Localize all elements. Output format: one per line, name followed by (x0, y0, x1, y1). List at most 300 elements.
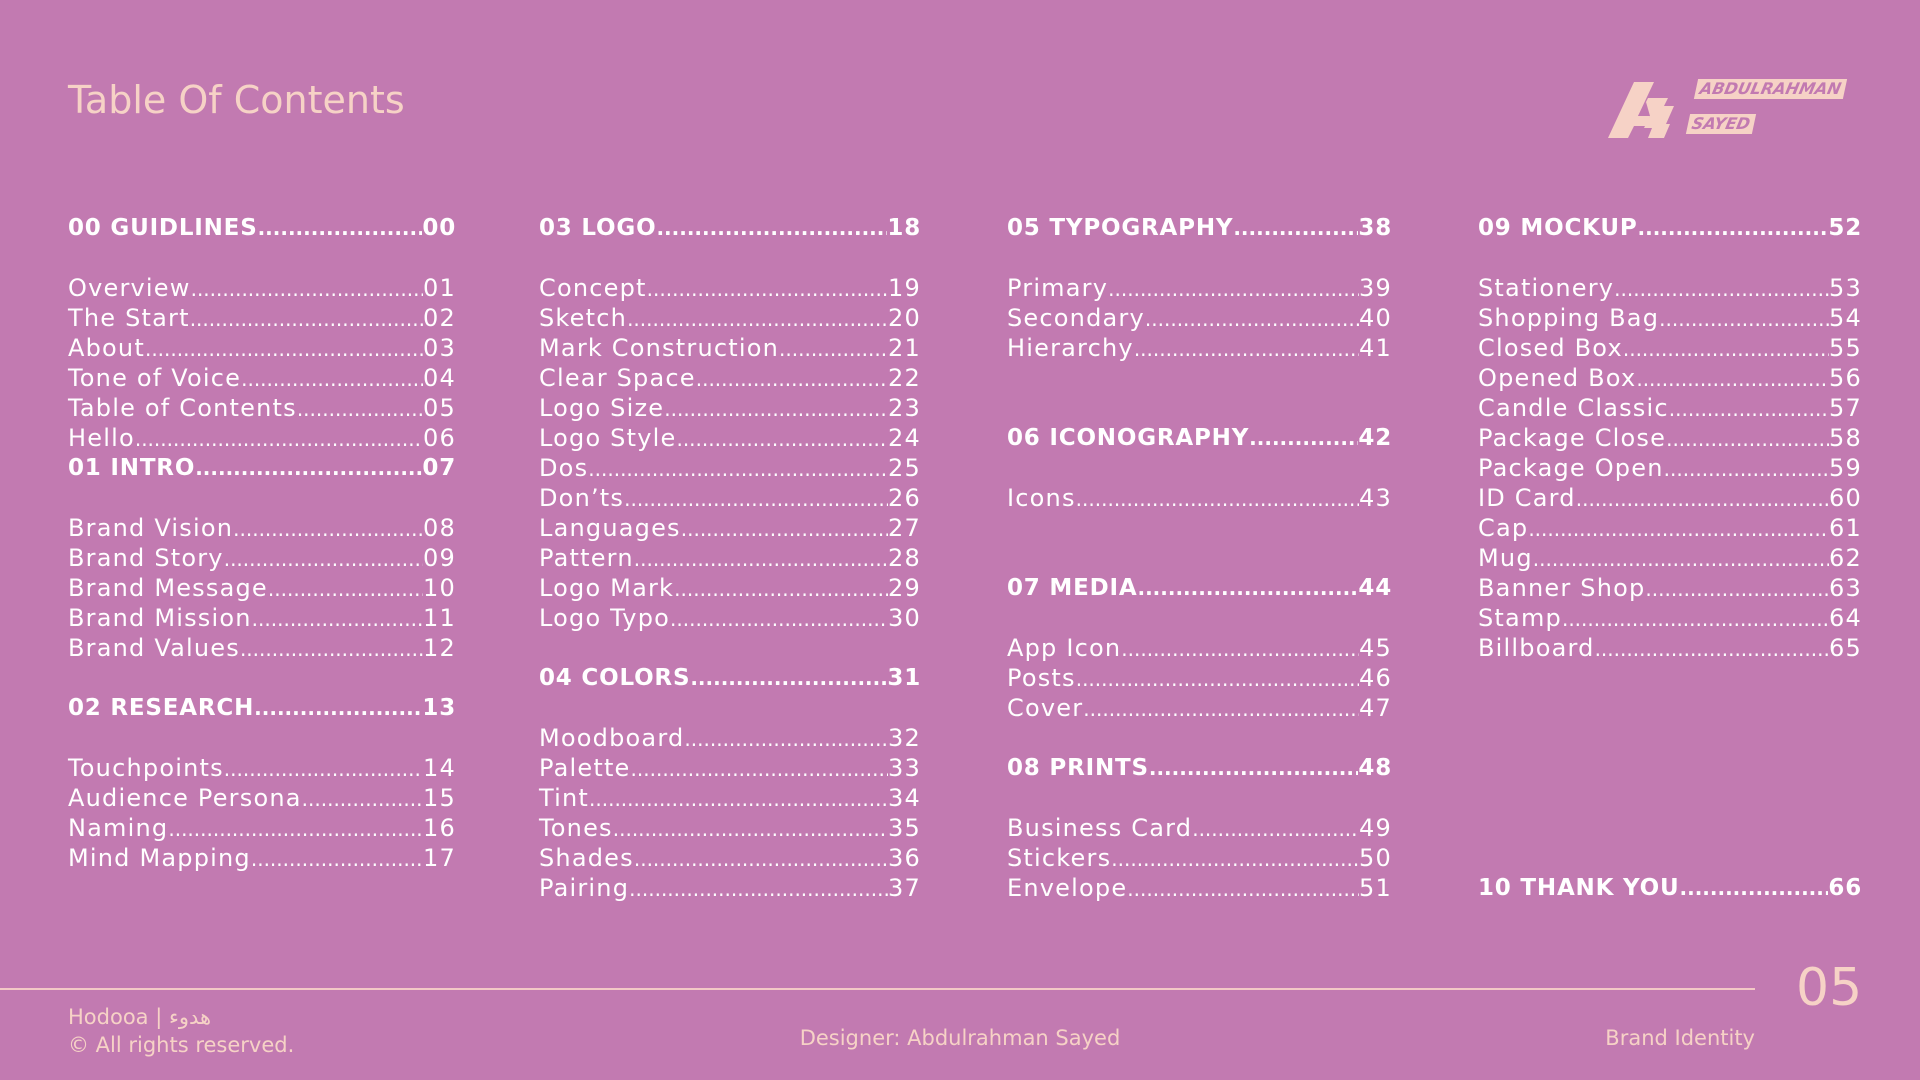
toc-page-number: 47 (1359, 694, 1392, 722)
toc-spacer (1478, 723, 1862, 753)
toc-entry-label: Package Open (1478, 454, 1664, 482)
toc-dot-leader (1664, 453, 1829, 484)
toc-entry-label: 01 INTRO (68, 455, 196, 481)
toc-page-number: 16 (423, 814, 456, 842)
toc-page-number: 37 (888, 874, 921, 902)
toc-dot-leader (190, 303, 423, 334)
toc-entry-label: Mind Mapping (68, 844, 251, 872)
toc-dot-leader (1533, 543, 1829, 574)
toc-entry-label: Envelope (1007, 874, 1128, 902)
toc-dot-leader (629, 873, 888, 904)
toc-dot-leader (224, 543, 423, 574)
toc-column-4 (1478, 213, 1862, 903)
toc-entry-label: Naming (68, 814, 169, 842)
project-name: Hodooa | هدوء (68, 1005, 212, 1029)
toc-entry-label: The Start (68, 304, 190, 332)
toc-page-number: 04 (423, 364, 456, 392)
toc-entry[interactable] (1478, 453, 1862, 483)
toc-entry[interactable] (539, 273, 921, 303)
toc-dot-leader (302, 783, 423, 814)
toc-page-number: 63 (1829, 574, 1862, 602)
toc-entry[interactable] (1478, 273, 1862, 303)
toc-entry[interactable] (1007, 333, 1392, 363)
toc-entry-label: Concept (539, 274, 647, 302)
toc-spacer (68, 723, 456, 753)
toc-spacer (539, 243, 921, 273)
toc-dot-leader (1669, 393, 1829, 424)
toc-entry-label: Icons (1007, 484, 1076, 512)
designer-credit: Designer: Abdulrahman Sayed (799, 1026, 1121, 1050)
toc-dot-leader (624, 483, 888, 514)
toc-column-1 (68, 213, 456, 873)
toc-dot-leader (258, 213, 423, 243)
toc-entry-label: Overview (68, 274, 191, 302)
toc-entry-label: Dos (539, 454, 589, 482)
toc-dot-leader (240, 633, 423, 664)
toc-entry-label: 06 ICONOGRAPHY (1007, 425, 1250, 451)
toc-entry-label: 10 THANK YOU (1478, 875, 1680, 901)
toc-page-number: 65 (1829, 634, 1862, 662)
toc-dot-leader (1134, 333, 1359, 364)
toc-page-number: 45 (1359, 634, 1392, 662)
toc-entry[interactable] (539, 813, 921, 843)
toc-entry-label: Logo Style (539, 424, 677, 452)
toc-entry-label: Banner Shop (1478, 574, 1646, 602)
toc-page-number: 54 (1829, 304, 1862, 332)
toc-entry[interactable] (539, 753, 921, 783)
toc-entry[interactable] (539, 543, 921, 573)
document-category: Brand Identity (1605, 1026, 1755, 1050)
toc-page-number: 15 (423, 784, 456, 812)
toc-dot-leader (634, 843, 888, 874)
toc-spacer (1478, 693, 1862, 723)
toc-entry[interactable] (68, 393, 456, 423)
toc-page-number: 43 (1359, 484, 1392, 512)
toc-dot-leader (779, 333, 888, 364)
toc-section-heading[interactable] (539, 663, 921, 693)
toc-column-3 (1007, 213, 1392, 903)
toc-entry[interactable] (68, 423, 456, 453)
toc-section-heading[interactable] (539, 213, 921, 243)
toc-page-number: 59 (1829, 454, 1862, 482)
toc-spacer (1478, 753, 1862, 783)
toc-entry[interactable] (539, 423, 921, 453)
toc-page-number: 66 (1828, 875, 1862, 901)
toc-entry[interactable] (539, 513, 921, 543)
toc-spacer (1007, 723, 1392, 753)
toc-entry-label: 09 MOCKUP (1478, 215, 1638, 241)
toc-entry-label: Stamp (1478, 604, 1562, 632)
toc-dot-leader (684, 723, 888, 754)
toc-entry-label: Audience Persona (68, 784, 302, 812)
toc-spacer (1478, 663, 1862, 693)
toc-page-number: 13 (422, 695, 456, 721)
toc-dot-leader (1145, 303, 1359, 334)
toc-dot-leader (268, 573, 423, 604)
toc-entry-label: Mug (1478, 544, 1533, 572)
toc-dot-leader (191, 273, 423, 304)
toc-dot-leader (676, 423, 888, 454)
toc-section-heading[interactable] (68, 693, 456, 723)
toc-dot-leader (634, 543, 888, 574)
toc-spacer (68, 663, 456, 693)
toc-spacer (539, 693, 921, 723)
toc-entry[interactable] (1478, 303, 1862, 333)
toc-page-number: 52 (1828, 215, 1862, 241)
toc-page-number: 46 (1359, 664, 1392, 692)
toc-page-number: 62 (1829, 544, 1862, 572)
toc-section-heading[interactable] (1007, 753, 1392, 783)
toc-page-number: 06 (423, 424, 456, 452)
toc-page-number: 53 (1829, 274, 1862, 302)
toc-spacer (1007, 513, 1392, 543)
toc-entry-label: Hello (68, 424, 135, 452)
toc-dot-leader (1614, 273, 1829, 304)
toc-entry[interactable] (1478, 393, 1862, 423)
toc-section-heading[interactable] (1007, 213, 1392, 243)
toc-entry-label: Hierarchy (1007, 334, 1134, 362)
toc-dot-leader (681, 513, 888, 544)
toc-entry[interactable] (1007, 303, 1392, 333)
toc-dot-leader (690, 663, 887, 693)
toc-spacer (1007, 783, 1392, 813)
toc-entry[interactable] (1478, 333, 1862, 363)
toc-dot-leader (1233, 213, 1358, 243)
toc-entry-label: 03 LOGO (539, 215, 657, 241)
toc-entry-label: Opened Box (1478, 364, 1637, 392)
toc-entry[interactable] (1478, 483, 1862, 513)
toc-entry-label: Cover (1007, 694, 1084, 722)
toc-entry-label: Business Card (1007, 814, 1193, 842)
toc-spacer (1478, 843, 1862, 873)
toc-dot-leader (145, 333, 423, 364)
toc-page-number: 11 (423, 604, 456, 632)
toc-page-number: 00 (422, 215, 456, 241)
toc-dot-leader (297, 393, 423, 424)
toc-entry[interactable] (1478, 513, 1862, 543)
toc-entry-label: 00 GUIDLINES (68, 215, 258, 241)
toc-entry[interactable] (68, 843, 456, 873)
toc-dot-leader (589, 783, 888, 814)
toc-entry-label: Brand Mission (68, 604, 252, 632)
toc-page-number: 42 (1358, 425, 1392, 451)
toc-dot-leader (1562, 603, 1829, 634)
toc-entry-label: Stickers (1007, 844, 1112, 872)
toc-entry-label: Billboard (1478, 634, 1595, 662)
toc-entry-label: App Icon (1007, 634, 1122, 662)
toc-section-heading[interactable] (1007, 423, 1392, 453)
toc-page-number: 57 (1829, 394, 1862, 422)
toc-entry-label: About (68, 334, 145, 362)
toc-page-number: 32 (888, 724, 921, 752)
toc-entry[interactable] (1478, 603, 1862, 633)
toc-page-number: 09 (423, 544, 456, 572)
toc-entry[interactable] (1007, 483, 1392, 513)
toc-dot-leader (1659, 303, 1829, 334)
toc-entry-label: Shades (539, 844, 634, 872)
toc-dot-leader (1666, 423, 1829, 454)
toc-page-number: 60 (1829, 484, 1862, 512)
toc-page-number: 14 (423, 754, 456, 782)
toc-entry[interactable] (539, 453, 921, 483)
toc-entry[interactable] (1007, 633, 1392, 663)
toc-spacer (1478, 813, 1862, 843)
toc-entry[interactable] (1007, 273, 1392, 303)
toc-dot-leader (1083, 693, 1359, 724)
toc-entry[interactable] (1007, 813, 1392, 843)
brand-monogram-icon (1608, 76, 1676, 138)
toc-entry-label: Tone of Voice (68, 364, 242, 392)
toc-spacer (68, 483, 456, 513)
toc-entry-label: Languages (539, 514, 681, 542)
toc-entry-label: Touchpoints (68, 754, 224, 782)
toc-entry-label: Mark Construction (539, 334, 780, 362)
toc-entry[interactable] (539, 723, 921, 753)
toc-dot-leader (135, 423, 423, 454)
toc-entry-label: 05 TYPOGRAPHY (1007, 215, 1234, 241)
toc-entry[interactable] (68, 573, 456, 603)
toc-page-number: 44 (1358, 575, 1392, 601)
toc-dot-leader (656, 213, 887, 243)
toc-entry-label: Primary (1007, 274, 1109, 302)
toc-page-number: 34 (888, 784, 921, 812)
toc-entry-label: Table of Contents (68, 394, 297, 422)
toc-entry-label: Moodboard (539, 724, 685, 752)
toc-dot-leader (1137, 573, 1358, 603)
toc-spacer (1007, 543, 1392, 573)
toc-entry[interactable] (1478, 633, 1862, 663)
toc-entry[interactable] (68, 303, 456, 333)
toc-entry[interactable] (1478, 573, 1862, 603)
toc-dot-leader (1121, 633, 1359, 664)
toc-section-heading[interactable] (68, 213, 456, 243)
toc-dot-leader (1576, 483, 1829, 514)
toc-entry-label: Sketch (539, 304, 628, 332)
brand-logo (1608, 76, 1864, 142)
toc-entry[interactable] (1478, 363, 1862, 393)
toc-page-number: 49 (1359, 814, 1392, 842)
page-title: Table Of Contents (68, 78, 405, 122)
toc-entry[interactable] (68, 513, 456, 543)
toc-dot-leader (233, 513, 423, 544)
toc-dot-leader (224, 753, 423, 784)
toc-page-number: 35 (888, 814, 921, 842)
toc-entry[interactable] (1007, 663, 1392, 693)
toc-entry-label: Brand Story (68, 544, 224, 572)
toc-dot-leader (1111, 843, 1359, 874)
toc-page-number: 50 (1359, 844, 1392, 872)
toc-entry[interactable] (539, 873, 921, 903)
toc-dot-leader (1636, 363, 1829, 394)
toc-spacer (1007, 603, 1392, 633)
toc-page-number: 39 (1359, 274, 1392, 302)
toc-page-number: 48 (1358, 755, 1392, 781)
toc-page-number: 26 (888, 484, 921, 512)
toc-page-number: 12 (423, 634, 456, 662)
toc-entry-label: Posts (1007, 664, 1076, 692)
toc-entry[interactable] (1478, 543, 1862, 573)
toc-entry[interactable] (68, 333, 456, 363)
toc-dot-leader (1149, 753, 1359, 783)
toc-page-number: 58 (1829, 424, 1862, 452)
toc-dot-leader (195, 453, 422, 483)
toc-entry-label: Brand Values (68, 634, 240, 662)
toc-entry-label: Brand Vision (68, 514, 234, 542)
toc-entry-label: Shopping Bag (1478, 304, 1660, 332)
toc-entry[interactable] (1478, 423, 1862, 453)
toc-page-number: 55 (1829, 334, 1862, 362)
toc-entry-label: Logo Mark (539, 574, 675, 602)
toc-page-number: 18 (887, 215, 921, 241)
toc-spacer (1007, 393, 1392, 423)
toc-entry-label: Tones (539, 814, 613, 842)
toc-dot-leader (1645, 573, 1829, 604)
toc-dot-leader (674, 573, 888, 604)
toc-entry-label: Tint (539, 784, 590, 812)
toc-page-number: 56 (1829, 364, 1862, 392)
toc-page-number: 24 (888, 424, 921, 452)
toc-entry[interactable] (539, 303, 921, 333)
toc-entry[interactable] (539, 393, 921, 423)
toc-section-heading[interactable] (1478, 213, 1862, 243)
toc-page-number: 41 (1359, 334, 1392, 362)
toc-entry[interactable] (1007, 843, 1392, 873)
toc-page-number: 61 (1829, 514, 1862, 542)
toc-dot-leader (647, 273, 888, 304)
brand-name-line1: ABDULRAHMAN (1694, 79, 1847, 99)
toc-spacer (1478, 243, 1862, 273)
toc-spacer (539, 633, 921, 663)
toc-entry[interactable] (68, 363, 456, 393)
toc-page-number: 51 (1359, 874, 1392, 902)
toc-spacer (1007, 243, 1392, 273)
toc-entry[interactable] (1007, 873, 1392, 903)
toc-dot-leader (1108, 273, 1359, 304)
toc-entry[interactable] (539, 603, 921, 633)
toc-entry-label: Candle Classic (1478, 394, 1669, 422)
toc-page-number: 21 (888, 334, 921, 362)
toc-page-number: 08 (423, 514, 456, 542)
toc-entry-label: Package Close (1478, 424, 1667, 452)
toc-entry[interactable] (1007, 693, 1392, 723)
toc-entry[interactable] (539, 363, 921, 393)
toc-dot-leader (1638, 213, 1829, 243)
toc-dot-leader (1076, 483, 1359, 514)
toc-entry[interactable] (539, 573, 921, 603)
toc-page-number: 25 (888, 454, 921, 482)
toc-page-number: 07 (422, 455, 456, 481)
toc-page-number: 31 (887, 665, 921, 691)
toc-dot-leader (631, 753, 889, 784)
toc-page-number: 30 (888, 604, 921, 632)
toc-entry-label: Closed Box (1478, 334, 1623, 362)
toc-entry[interactable] (68, 813, 456, 843)
toc-spacer (1007, 363, 1392, 393)
toc-spacer (1007, 453, 1392, 483)
toc-entry-label: Cap (1478, 514, 1529, 542)
brand-name-line2: SAYED (1686, 114, 1756, 134)
toc-entry-label: Logo Size (539, 394, 665, 422)
toc-spacer (1478, 783, 1862, 813)
toc-dot-leader (1680, 873, 1829, 903)
toc-entry[interactable] (68, 633, 456, 663)
toc-dot-leader (1595, 633, 1829, 664)
toc-entry-label: 04 COLORS (539, 665, 691, 691)
toc-entry[interactable] (539, 333, 921, 363)
toc-page-number: 36 (888, 844, 921, 872)
toc-dot-leader (664, 393, 888, 424)
toc-entry[interactable] (68, 603, 456, 633)
toc-dot-leader (1127, 873, 1359, 904)
toc-dot-leader (588, 453, 888, 484)
toc-entry-label: Pattern (539, 544, 634, 572)
toc-section-heading[interactable] (68, 453, 456, 483)
toc-page-number: 10 (423, 574, 456, 602)
toc-page-number: 20 (888, 304, 921, 332)
toc-page-number: 64 (1829, 604, 1862, 632)
toc-dot-leader (1528, 513, 1829, 544)
toc-page-number: 03 (423, 334, 456, 362)
toc-page-number: 40 (1359, 304, 1392, 332)
toc-entry-label: 07 MEDIA (1007, 575, 1138, 601)
toc-entry[interactable] (68, 543, 456, 573)
toc-entry-label: Pairing (539, 874, 630, 902)
toc-dot-leader (241, 363, 423, 394)
toc-page-number: 22 (888, 364, 921, 392)
toc-page-number: 02 (423, 304, 456, 332)
toc-section-heading[interactable] (1007, 573, 1392, 603)
toc-dot-leader (252, 603, 423, 634)
toc-entry-label: Clear Space (539, 364, 696, 392)
toc-page-number: 19 (888, 274, 921, 302)
toc-dot-leader (670, 603, 888, 634)
toc-entry[interactable] (68, 783, 456, 813)
toc-dot-leader (1623, 333, 1829, 364)
toc-entry[interactable] (539, 783, 921, 813)
toc-page-number: 17 (423, 844, 456, 872)
toc-dot-leader (1076, 663, 1359, 694)
toc-entry-label: 08 PRINTS (1007, 755, 1149, 781)
toc-page-number: 28 (888, 544, 921, 572)
copyright: © All rights reserved. (68, 1033, 295, 1057)
toc-section-heading[interactable] (1478, 873, 1862, 903)
toc-dot-leader (168, 813, 423, 844)
toc-page-number: 23 (888, 394, 921, 422)
toc-entry[interactable] (539, 483, 921, 513)
toc-page-number: 01 (423, 274, 456, 302)
toc-entry[interactable] (68, 753, 456, 783)
page-number: 05 (1796, 958, 1863, 1018)
toc-page-number: 05 (423, 394, 456, 422)
toc-entry-label: Secondary (1007, 304, 1145, 332)
toc-dot-leader (1249, 423, 1358, 453)
toc-dot-leader (627, 303, 888, 334)
toc-entry-label: Palette (539, 754, 631, 782)
toc-entry[interactable] (539, 843, 921, 873)
toc-dot-leader (613, 813, 888, 844)
toc-page-number: 29 (888, 574, 921, 602)
toc-page-number: 38 (1358, 215, 1392, 241)
toc-page-number: 33 (888, 754, 921, 782)
toc-entry[interactable] (68, 273, 456, 303)
toc-entry-label: 02 RESEARCH (68, 695, 255, 721)
toc-dot-leader (254, 693, 422, 723)
footer-divider (0, 988, 1755, 990)
toc-entry-label: Don’ts (539, 484, 625, 512)
toc-entry-label: Brand Message (68, 574, 268, 602)
toc-dot-leader (251, 843, 423, 874)
toc-column-2 (539, 213, 921, 903)
